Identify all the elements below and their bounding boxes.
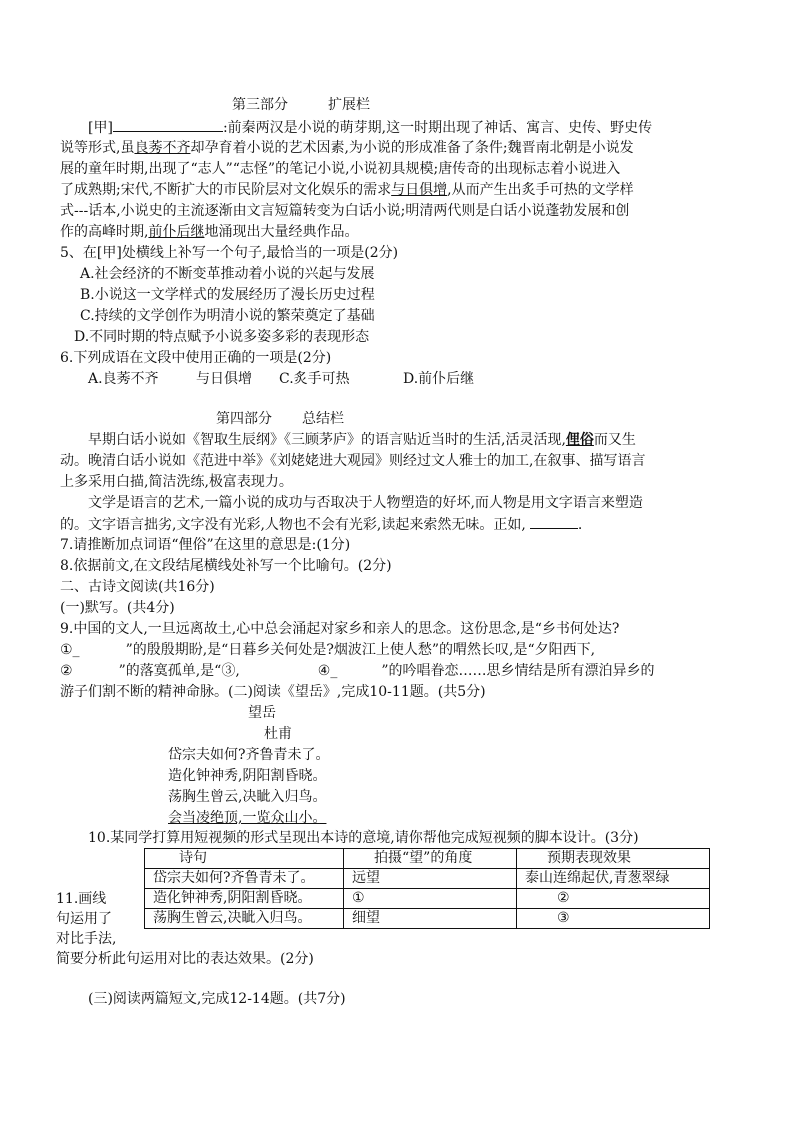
header-angle: 拍摄“望”的角度 [344,849,517,869]
table-row [145,909,710,929]
q9-line-2: ①_ ”的殷殷期盼,是“日暮乡关何处是?烟波江上使人愁”的喟然长叹,是“夕阳西下, [60,642,596,658]
poem-title: 望岳 [248,705,276,721]
q5-option-b[interactable]: B.小说这一文学样式的发展经历了漫长历史过程 [80,287,375,303]
table-cell: 岱宗夫如何?齐鲁青未了。 [145,869,344,889]
part4-heading: 第四部分 总结栏 [216,411,344,427]
table-cell-answer-2[interactable]: ② [517,889,710,909]
q6-option-b[interactable]: 与日俱增 [196,371,252,387]
poem-line-3: 荡胸生曾云,决眦入归鸟。 [168,789,327,805]
part4-para2-line-2: 的。文字语言拙劣,文字没有光彩,人物也不会有光彩,读起来索然无味。正如, . [60,517,583,533]
part3-para-line-1: [甲] :前秦两汉是小说的萌芽期,这一时期出现了神话、寓言、史传、野史传 [88,120,653,136]
table-cell: 造化钟神秀,阴阳割昏晓。 [145,889,344,909]
header-poem-line: 诗句 [145,849,344,869]
q11-line-1: 11.画线 [56,891,107,907]
q11-line-4: 简要分析此句运用对比的表达效果。(2分) [56,951,314,967]
table-header-row [145,849,710,869]
answer-blank-metaphor[interactable] [530,515,578,529]
q5-option-a[interactable]: A.社会经济的不断变革推动着小说的兴起与发展 [80,266,375,282]
q11-line-3: 对比手法, [56,931,117,947]
poem-line-4-underlined: 会当凌绝顶,一览众山小。 [168,810,327,826]
script-table [144,848,710,929]
q7-stem: 7.请推断加点词语“俚俗”在这里的意思是:(1分) [60,537,351,553]
poem-line-1: 岱宗夫如何?齐鲁青未了。 [168,747,330,763]
header-effect: 预期表现效果 [517,849,710,869]
q6-option-c[interactable]: C.炙手可热 [279,371,350,387]
part3-para-line-5: 式---话本,小说史的主流逐渐由文言短篇转变为白话小说;明清两代则是白话小说蓬勃发展和创 [60,203,630,219]
part3-para-line-3: 展的童年时期,出现了“志人”“志怪”的笔记小说,小说初具规模;唐传奇的出现标志着小说进入 [60,161,621,177]
poem-line-2: 造化钟神秀,阴阳割昏晓。 [168,768,327,784]
q6-option-d[interactable]: D.前仆后继 [403,371,475,387]
section2-title: 二、古诗文阅读(共16分) [60,579,215,595]
poem-author: 杜甫 [264,726,292,742]
q5-option-d[interactable]: D.不同时期的特点赋予小说多姿多彩的表现形态 [74,329,370,345]
part3-para-line-4: 了成熟期;宋代,不断扩大的市民阶层对文化娱乐的需求与日俱增,从而产生出炙手可热的文学样 [60,182,634,198]
table-cell-answer-1[interactable]: ① [344,889,517,909]
table-row [145,889,710,909]
section2-sub3: (三)阅读两篇短文,完成12-14题。(共7分) [88,991,346,1007]
q6-stem: 6.下列成语在文段中使用正确的一项是(2分) [60,350,332,366]
q8-stem: 8.依据前文,在文段结尾横线处补写一个比喻句。(2分) [60,558,392,574]
part3-para-line-6: 作的高峰时期,前仆后继地涌现出大量经典作品。 [60,224,359,240]
q6-option-a[interactable]: A.良莠不齐 [88,371,159,387]
table-cell: 荡胸生曾云,决眦入归鸟。 [145,909,344,929]
q9-line-1: 9.中国的文人,一旦远离故土,心中总会涌起对家乡和亲人的思念。这份思念,是“乡书何处达? [60,621,620,637]
table-cell: 细望 [344,909,517,929]
table-cell: 泰山连绵起伏,青葱翠绿 [517,869,710,889]
q9-line-4: 游子们割不断的精神命脉。(二)阅读《望岳》,完成10-11题。(共5分) [60,684,486,700]
part4-para1-line-3: 上多采用白描,简洁洗练,极富表现力。 [60,474,293,490]
part4-para1-line-1: 早期白话小说如《智取生辰纲》《三顾茅庐》的语言贴近当时的生活,活灵活现,俚俗而又生 [88,432,636,448]
dotted-word: 俚俗 [565,432,594,448]
section2-sub1: (一)默写。(共4分) [60,600,175,616]
q10-stem: 10.某同学打算用短视频的形式呈现出本诗的意境,请你帮他完成短视频的脚本设计。(3分) [88,830,639,846]
q5-stem: 5、在[甲]处横线上补写一个句子,最恰当的一项是(2分) [60,245,399,261]
part4-para1-line-2: 动。晚清白话小说如《范进中举》《刘姥姥进大观园》则经过文人雅士的加工,在叙事、描写语言 [60,453,646,469]
part4-para2-line-1: 文学是语言的艺术,一篇小说的成功与否取决于人物塑造的好坏,而人物是用文字语言来塑造 [88,495,643,511]
part3-para-line-2: 说等形式,虽良莠不齐却孕育着小说的艺术因素,为小说的形成准备了条件;魏晋南北朝是小说发 [60,140,634,156]
table-cell-answer-3[interactable]: ③ [517,909,710,929]
table-row [145,869,710,889]
part3-heading: 第三部分 扩展栏 [232,97,370,113]
q9-line-3: ② ”的落寞孤单,是“③, ④_ ”的吟唱眷恋……思乡情结是所有漂泊异乡的 [60,663,655,679]
answer-blank-jia[interactable] [113,118,223,132]
q11-line-2: 句运用了 [56,911,112,927]
q5-option-c[interactable]: C.持续的文学创作为明清小说的繁荣奠定了基础 [80,308,375,324]
table-cell: 远望 [344,869,517,889]
